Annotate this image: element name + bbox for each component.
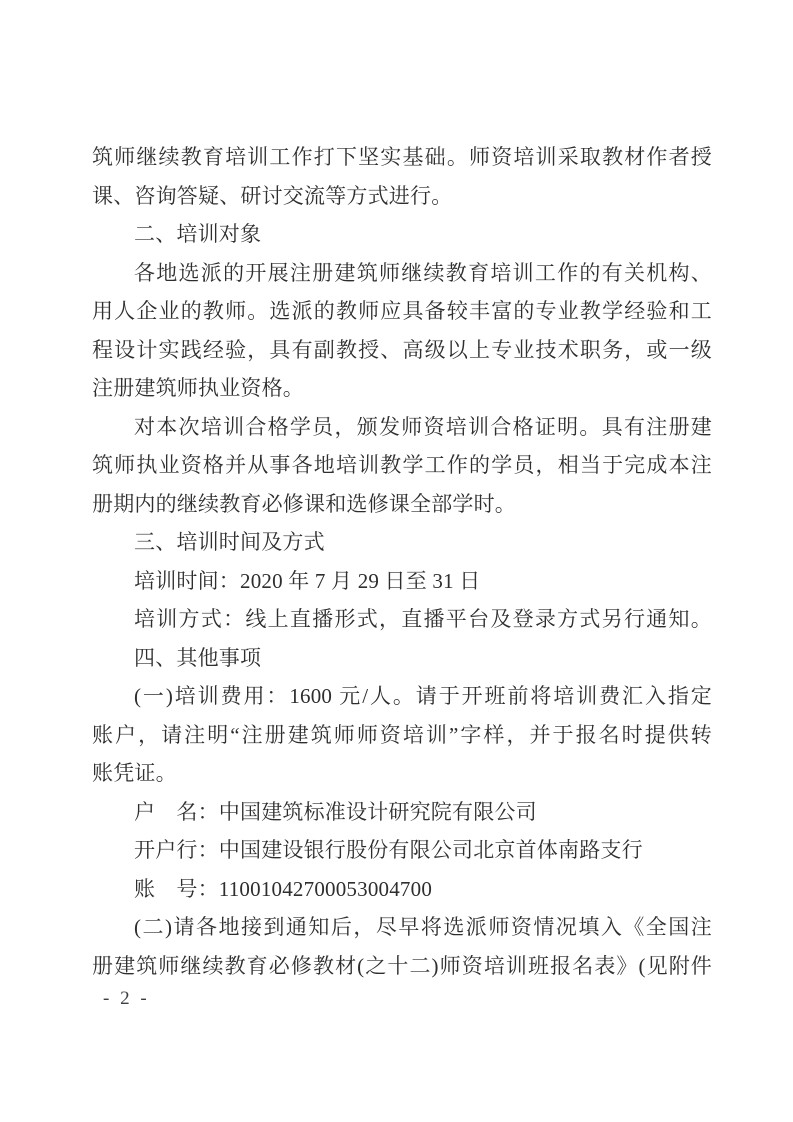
text-line: 对本次培训合格学员，颁发师资培训合格证明。具有注册建 — [134, 414, 712, 439]
text-line: 用人企业的教师。选派的教师应具备较丰富的专业教学经验和工 — [92, 299, 712, 323]
text-line: (一)培训费用：1600 元/人。请于开班前将培训费汇入指定 — [134, 684, 712, 708]
text-line: (二)请各地接到通知后，尽早将选派师资情况填入《全国注 — [134, 915, 712, 939]
text-line: 筑师执业资格并从事各地培训教学工作的学员，相当于完成本注 — [92, 453, 712, 477]
text-line: 程设计实践经验，具有副教授、高级以上专业技术职务，或一级 — [92, 337, 712, 362]
text-line: 课、咨询答疑、研讨交流等方式进行。 — [92, 183, 453, 208]
section-heading: 四、其他事项 — [134, 645, 262, 670]
account-name-line: 户 名：中国建筑标准设计研究院有限公司 — [134, 799, 537, 824]
document-body — [92, 138, 712, 985]
section-heading: 二、培训对象 — [134, 222, 262, 246]
text-line: 各地选派的开展注册建筑师继续教育培训工作的有关机构、 — [134, 260, 712, 285]
page-number: - 2 - — [103, 988, 150, 1009]
text-line: 培训方式：线上直播形式，直播平台及登录方式另行通知。 — [134, 607, 712, 631]
text-line: 培训时间：2020 年 7 月 29 日至 31 日 — [134, 568, 481, 593]
section-heading: 三、培训时间及方式 — [134, 530, 325, 554]
bank-line: 开户行：中国建设银行股份有限公司北京首体南路支行 — [134, 838, 643, 862]
text-line: 注册建筑师执业资格。 — [92, 376, 304, 400]
account-number-line: 账 号：11001042700053004700 — [134, 876, 433, 901]
text-line: 册建筑师继续教育必修教材(之十二)师资培训班报名表》(见附件 — [92, 953, 712, 978]
text-line: 账凭证。 — [92, 761, 177, 785]
text-line: 筑师继续教育培训工作打下坚实基础。师资培训采取教材作者授 — [92, 145, 712, 169]
text-line: 册期内的继续教育必修课和选修课全部学时。 — [92, 491, 516, 516]
text-line: 账户，请注明“注册建筑师师资培训”字样，并于报名时提供转 — [92, 722, 712, 747]
